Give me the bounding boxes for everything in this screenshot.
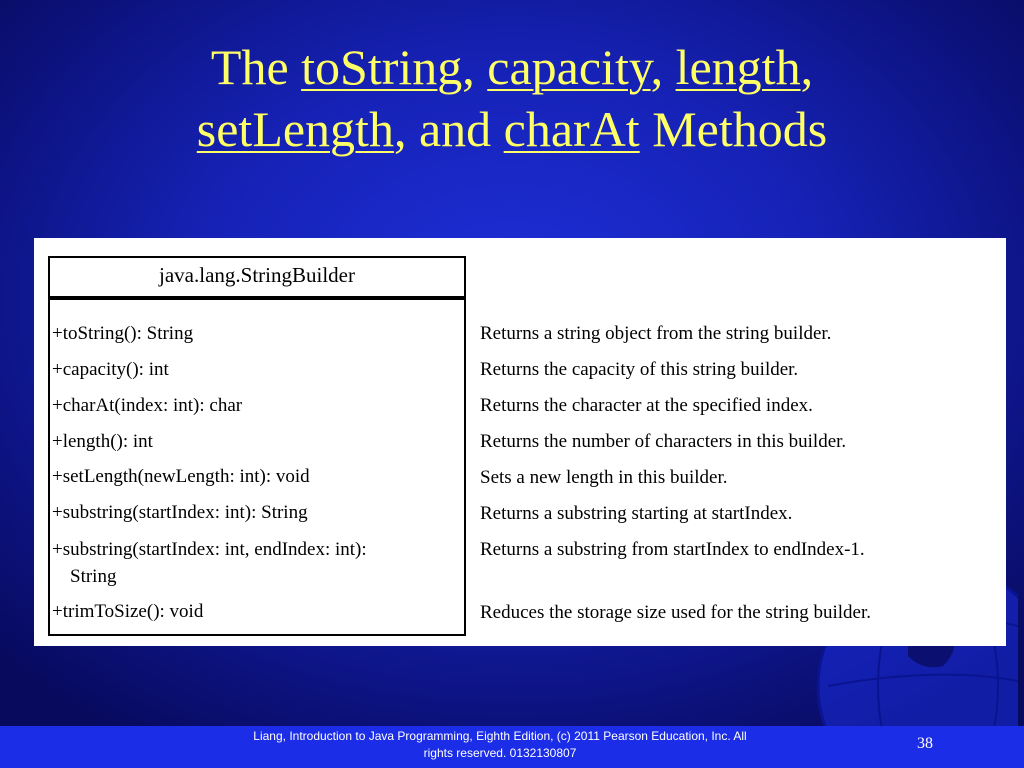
- method-signature: +substring(startIndex: int, endIndex: int):: [52, 539, 367, 560]
- uml-class-name: java.lang.StringBuilder: [50, 258, 464, 298]
- slide-title: [40, 36, 984, 160]
- method-description: Reduces the storage size used for the string builder.: [480, 602, 871, 623]
- method-signature: +length(): int: [52, 431, 153, 452]
- method-description: Returns a string object from the string builder.: [480, 323, 832, 344]
- method-signature: +trimToSize(): void: [52, 601, 204, 622]
- title-keyword-setlength: setLength: [196, 101, 394, 157]
- title-text: ,: [650, 39, 676, 95]
- footer-line: rights reserved. 0132130807: [423, 746, 577, 760]
- method-signature: +setLength(newLength: int): void: [52, 466, 310, 487]
- footer-line: Liang, Introduction to Java Programming, Eighth Edition, (c) 2011 Pearson Education, Inc. All: [253, 729, 747, 743]
- footer-copyright: [200, 728, 800, 762]
- method-signature: +toString(): String: [52, 323, 194, 344]
- method-description: Returns a substring from startIndex to endIndex-1.: [480, 539, 865, 560]
- uml-divider: [50, 298, 464, 300]
- page-number: 38: [917, 735, 933, 752]
- title-text: , and: [393, 101, 504, 157]
- method-signature: +substring(startIndex: int): String: [52, 502, 308, 523]
- method-description: Returns the capacity of this string builder.: [480, 359, 799, 380]
- method-description: Returns a substring starting at startIndex.: [480, 503, 793, 524]
- title-keyword-tostring: toString: [301, 39, 463, 95]
- title-text: ,: [800, 39, 814, 95]
- title-text: ,: [462, 39, 488, 95]
- method-signature-continuation: String: [70, 566, 117, 587]
- method-signature: +capacity(): int: [52, 359, 169, 380]
- method-description: Sets a new length in this builder.: [480, 467, 728, 488]
- title-keyword-charat: charAt: [503, 101, 640, 157]
- method-description: Returns the character at the specified index.: [480, 395, 813, 416]
- title-text: Methods: [639, 101, 828, 157]
- title-text: The: [210, 39, 302, 95]
- title-keyword-length: length: [675, 39, 801, 95]
- title-keyword-capacity: capacity: [487, 39, 651, 95]
- method-signature: +charAt(index: int): char: [52, 395, 243, 416]
- method-description: Returns the number of characters in this builder.: [480, 431, 847, 452]
